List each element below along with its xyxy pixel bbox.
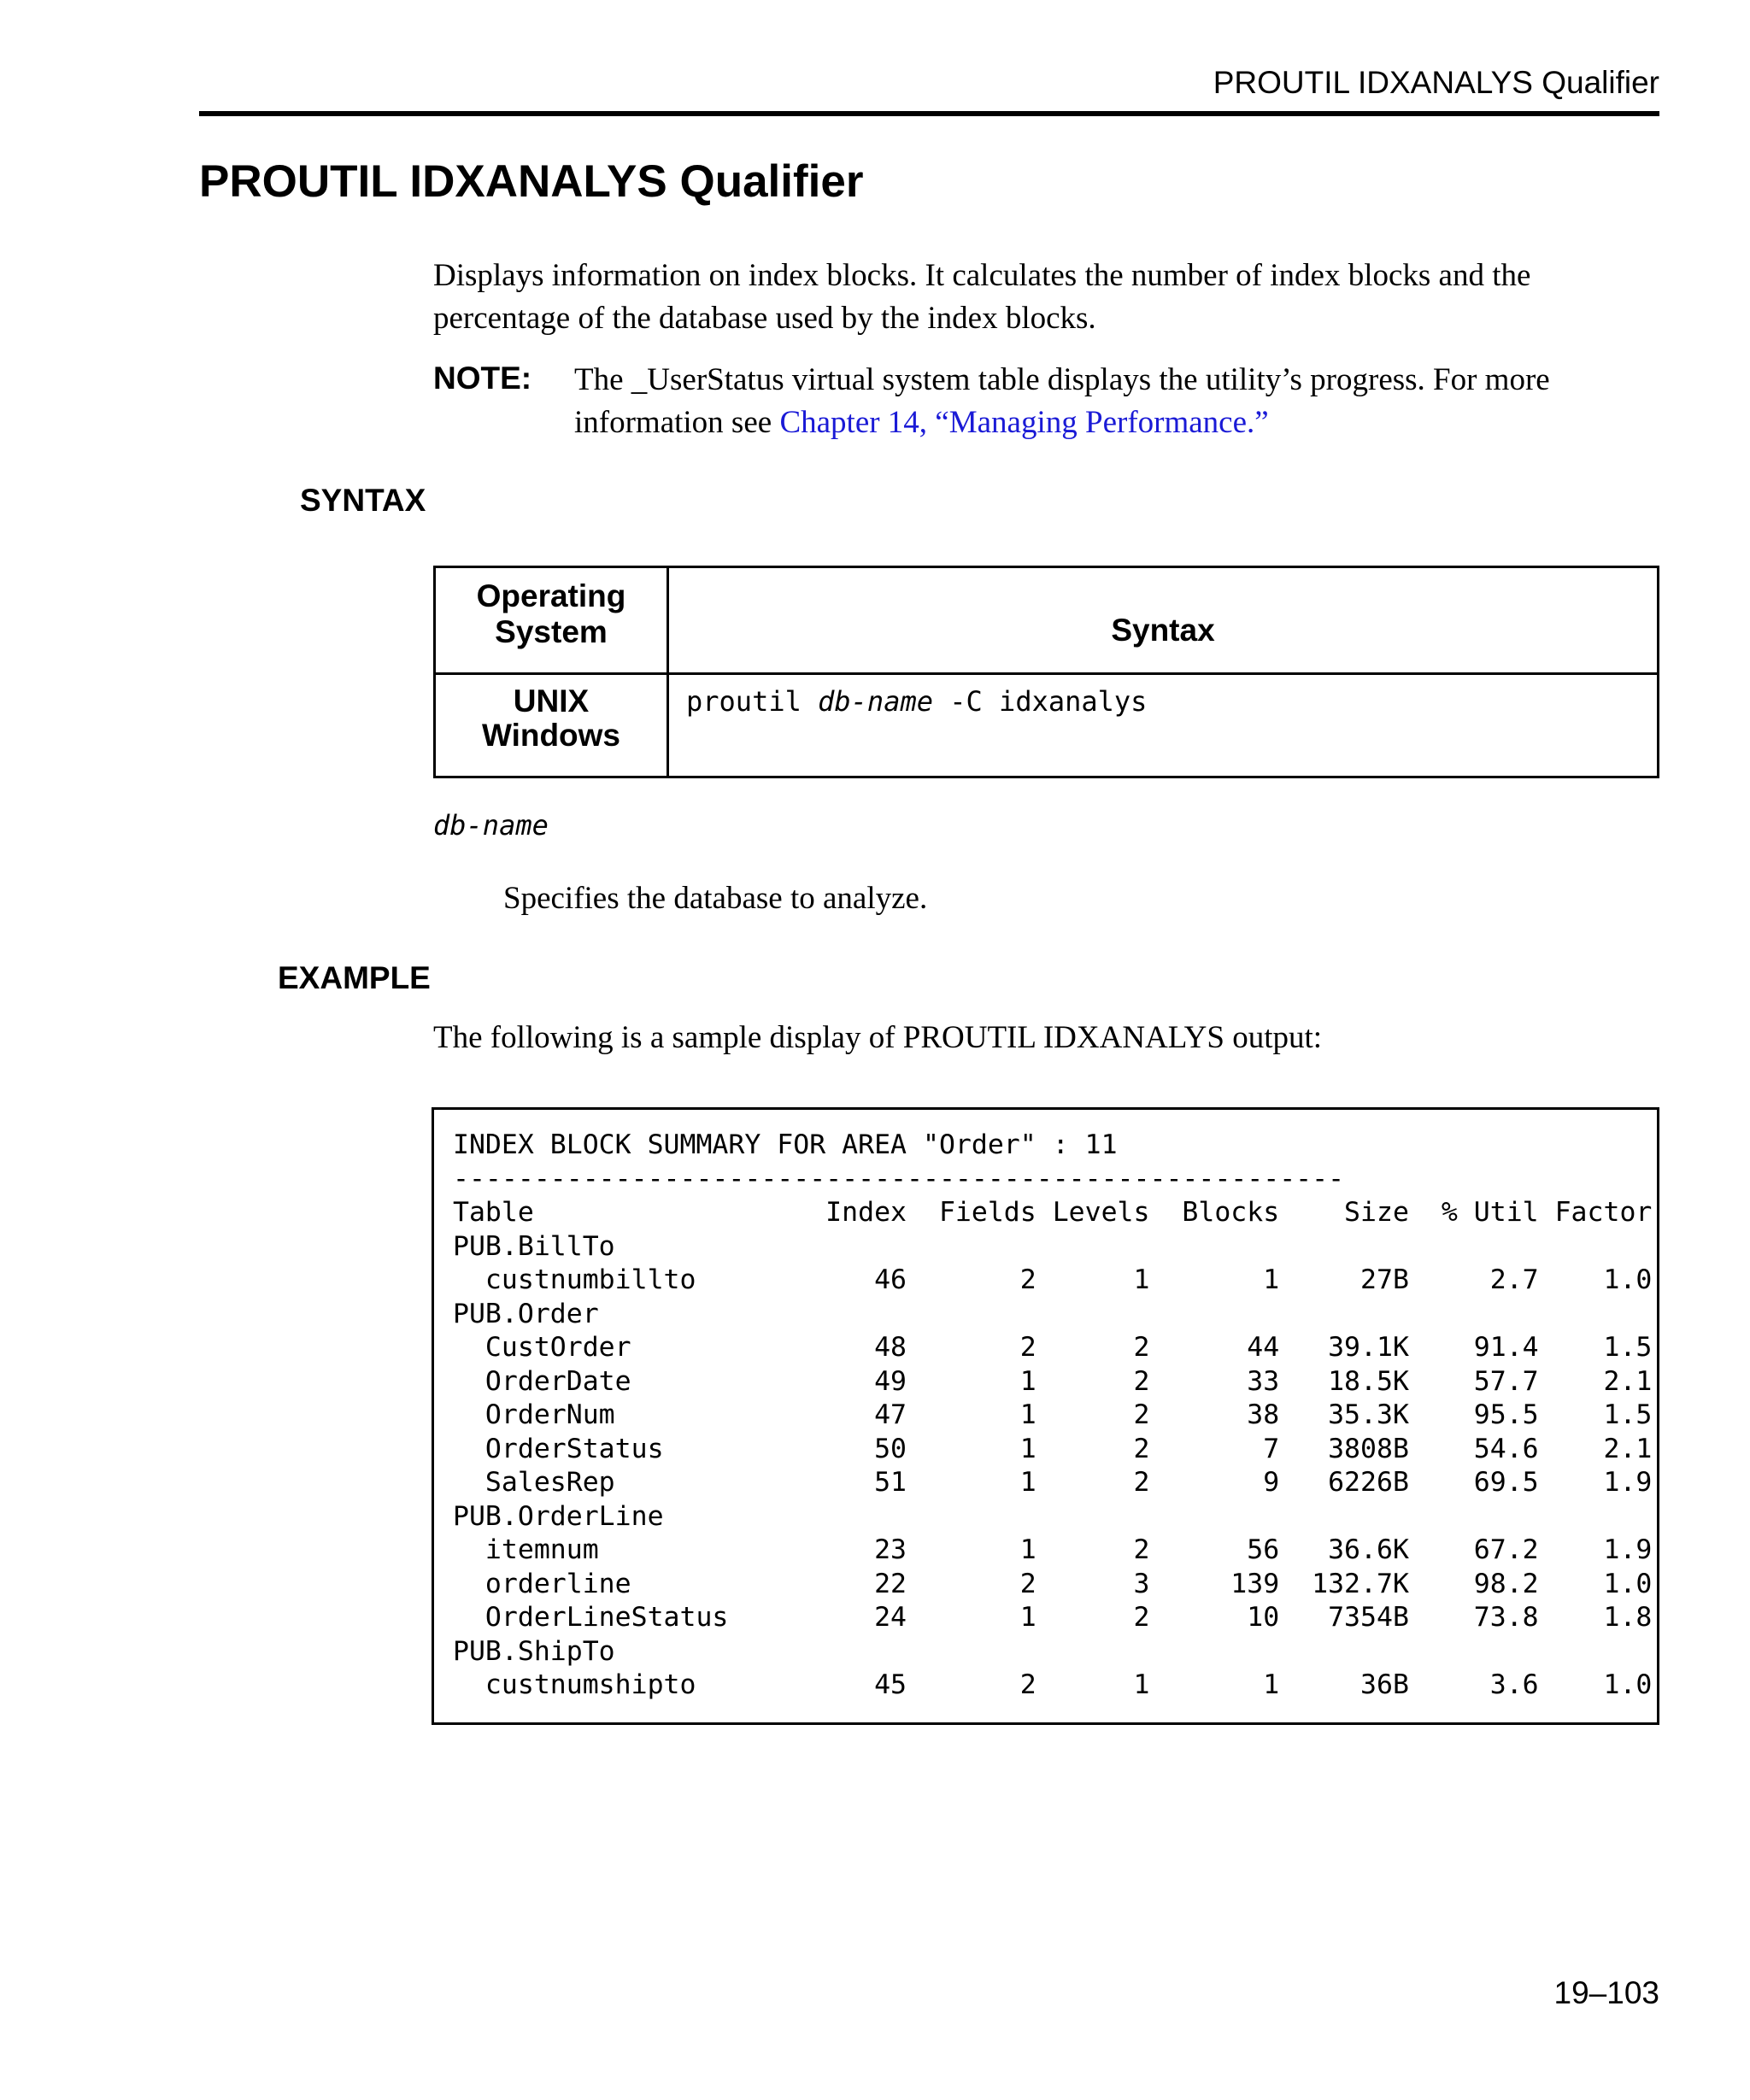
intro-paragraph: Displays information on index blocks. It calculates the number of index blocks and the percentage of the database used by the index blocks. <box>433 258 1531 336</box>
example-heading: EXAMPLE <box>278 960 431 995</box>
index-row: OrderStatus 50 1 2 7 3808B 54.6 2.1 <box>484 1433 1653 1464</box>
os-unix: UNIX <box>513 683 590 719</box>
divider-line: ------------------------------------------------------- <box>453 1163 1345 1194</box>
index-row: itemnum 23 1 2 56 36.6K 67.2 1.9 <box>484 1534 1653 1565</box>
command-prefix: proutil <box>686 685 819 718</box>
index-row: custnumbillto 46 2 1 1 27B 2.7 1.0 <box>484 1264 1653 1295</box>
command-param: db-name <box>818 685 933 718</box>
example-output-box <box>432 1107 1659 1725</box>
page-title: PROUTIL IDXANALYS Qualifier <box>199 156 864 207</box>
syntax-heading: SYNTAX <box>300 483 426 518</box>
os-windows: Windows <box>481 718 621 753</box>
parameter-term: db-name <box>433 809 549 842</box>
index-row: custnumshipto 45 2 1 1 36B 3.6 1.0 <box>484 1669 1653 1700</box>
note-body: The _UserStatus virtual system table displays the utility’s progress. For more information see <box>574 362 1550 440</box>
header-os-word: System <box>495 614 608 649</box>
table-name-line: PUB.Order <box>453 1298 599 1329</box>
chapter-14-link[interactable]: Chapter 14, “Managing Performance.” <box>779 405 1269 440</box>
column-header-line: Table Index Fields Levels Blocks Size % Util Factor <box>453 1197 1653 1228</box>
syntax-table <box>433 566 1659 778</box>
note-label: NOTE: <box>433 361 532 396</box>
example-output <box>453 1129 1652 1703</box>
index-row: OrderDate 49 1 2 33 18.5K 57.7 2.1 <box>484 1365 1653 1397</box>
header-syntax: Syntax <box>1111 613 1215 648</box>
running-header: PROUTIL IDXANALYS Qualifier <box>1213 65 1659 100</box>
syntax-command <box>686 685 1148 718</box>
page-number: 19–103 <box>1553 1975 1659 2010</box>
header-os-line-1 <box>436 578 667 650</box>
summary-line: INDEX BLOCK SUMMARY FOR AREA "Order" : 11 <box>453 1129 1118 1160</box>
index-row: orderline 22 2 3 139 132.7K 98.2 1.0 <box>484 1568 1653 1599</box>
parameter-description: Specifies the database to analyze. <box>503 881 928 916</box>
header-os-word: Operating <box>476 578 626 613</box>
os-cell <box>436 684 667 753</box>
table-row-divider <box>436 672 1657 675</box>
table-name-line: PUB.BillTo <box>453 1230 615 1262</box>
index-row: OrderNum 47 1 2 38 35.3K 95.5 1.5 <box>484 1399 1653 1430</box>
index-row: OrderLineStatus 24 1 2 10 7354B 73.8 1.8 <box>484 1602 1653 1633</box>
header-rule <box>199 111 1659 116</box>
command-suffix: -C idxanalys <box>932 685 1148 718</box>
table-name-line: PUB.OrderLine <box>453 1500 664 1532</box>
example-intro: The following is a sample display of PROUTIL IDXANALYS output: <box>433 1020 1323 1055</box>
header-operating-system <box>436 578 667 650</box>
index-row: SalesRep 51 1 2 9 6226B 69.5 1.9 <box>484 1467 1653 1498</box>
table-name-line: PUB.ShipTo <box>453 1635 615 1667</box>
index-row: CustOrder 48 2 2 44 39.1K 91.4 1.5 <box>484 1332 1653 1363</box>
note-text <box>574 359 1651 444</box>
